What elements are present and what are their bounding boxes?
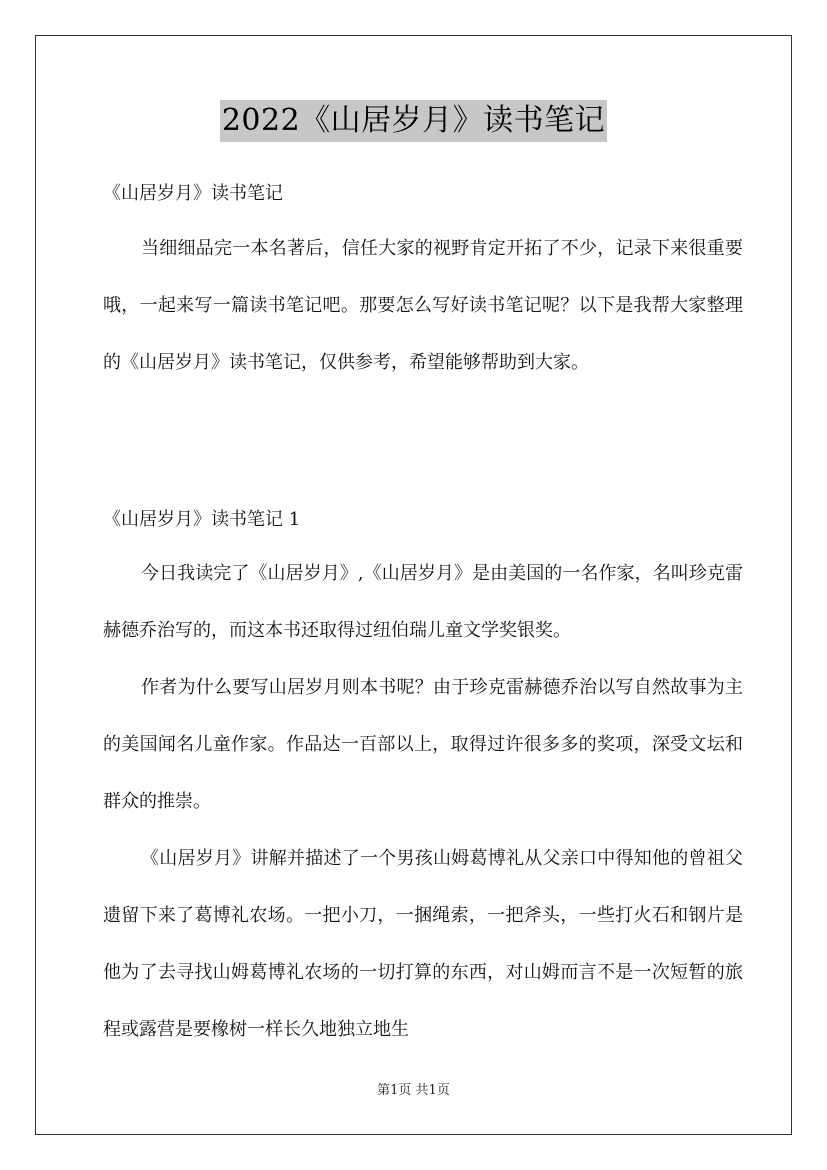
title-container [0, 100, 827, 142]
document-title: 2022《山居岁月》读书笔记 [220, 100, 607, 142]
section1-paragraph-3: 《山居岁月》讲解并描述了一个男孩山姆葛博礼从父亲口中得知他的曾祖父遗留下来了葛博礼农场。一把小刀，一捆绳索，一把斧头，一些打火石和钢片是他为了去寻找山姆葛博礼农场的一切打算的东西，对山姆而言不是一次短暂的旅程或露营是要橡树一样长久地独立地生 [103, 848, 743, 1040]
section1-paragraph-1: 今日我读完了《山居岁月》,《山居岁月》是由美国的一名作家，名叫珍克雷赫德乔治写的，而这本书还取得过纽伯瑞儿童文学奖银奖。 [103, 563, 743, 641]
page-number-footer: 第1页 共1页 [377, 1083, 450, 1098]
section1-paragraph-2: 作者为什么要写山居岁月则本书呢？由于珍克雷赫德乔治以写自然故事为主的美国闻名儿童作家。作品达一百部以上，取得过许很多多的奖项，深受文坛和群众的推崇。 [103, 677, 743, 812]
section1-heading: 《山居岁月》读书笔记 1 [103, 509, 301, 530]
intro-heading: 《山居岁月》读书笔记 [103, 183, 283, 204]
intro-paragraph: 当细细品完一本名著后，信任大家的视野肯定开拓了不少，记录下来很重要哦，一起来写一篇读书笔记吧。那要怎么写好读书笔记呢？以下是我帮大家整理的《山居岁月》读书笔记，仅供参考，希望能够帮助到大家。 [103, 238, 743, 373]
